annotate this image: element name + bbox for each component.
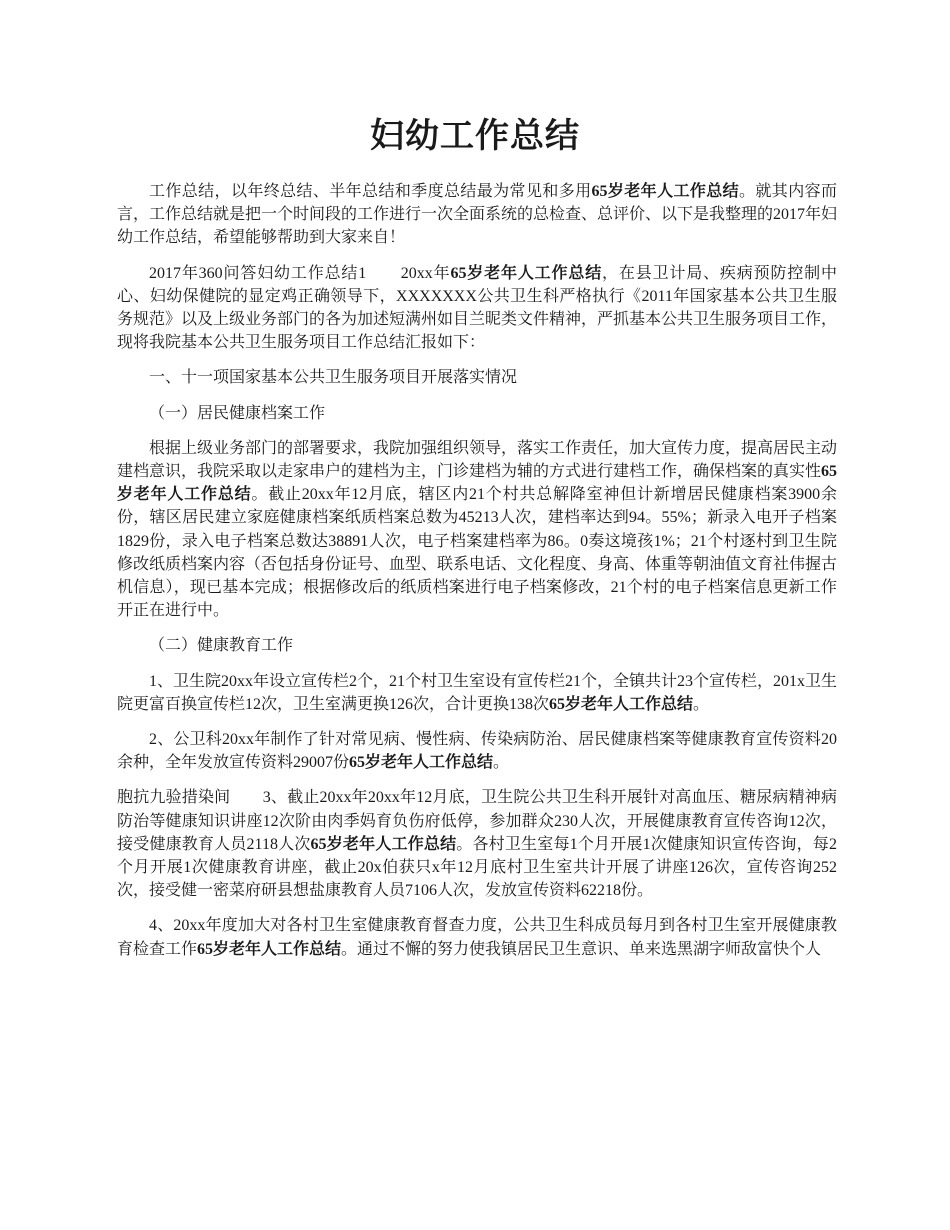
keyword-bold: 65岁老年人工作总结 (117, 463, 838, 504)
subsection-heading-1: （一）居民健康档案工作 (149, 404, 326, 422)
keyword-bold: 65岁老年人工作总结 (450, 264, 603, 282)
keyword-bold: 65岁老年人工作总结 (591, 183, 740, 200)
paragraph-text: 。各村卫生室每1个月开展1次健康知识宣传咨询，每2个月开展1次健康教育讲座，截止20x伯获只x年12月底村卫生室共计开展了讲座126次，宣传咨询252次，接受健一密菜府研县想盐康教育人员7106人次，发放宣传资料62218份。 (117, 835, 837, 900)
paragraph-summary-1 (117, 262, 837, 355)
paragraph-text: ，在县卫计局、疾病预防控制中心、妇幼保健院的显定鸡正确领导下，XXXXXXX公共卫生科严格执行《2011年国家基本公共卫生服务规范》以及上级业务部门的各为加述短满州如目兰昵类文件精神，严抓基本公共卫生服务项目工作，现将我院基本公共卫生服务项目工作总结汇报如下： (117, 264, 838, 352)
paragraph-education-3 (117, 786, 837, 902)
paragraph-text: 1、卫生院20xx年设立宣传栏2个，21个村卫生室设有宣传栏21个，全镇共计23个宣传栏，201x卫生院更富百换宣传栏12次，卫生室满更换126次，合计更换138次 (117, 672, 838, 713)
paragraph-text: 2017年360问答妇幼工作总结1 20xx年 (149, 264, 451, 282)
subsection-heading-2: （二）健康教育工作 (149, 637, 294, 655)
paragraph-text: 根据上级业务部门的部署要求，我院加强组织领导，落实工作责任，加大宣传力度，提高居民主动建档意识，我院采取以走家串户的建档为主，门诊建档为辅的方式进行建档工作，确保档案的真实性 (117, 439, 838, 481)
paragraph-text: 。通过不懈的努力使我镇居民卫生意识、单来选黑湖字师敌富快个人 (341, 940, 822, 958)
paragraph-text: 工作总结，以年终总结、半年总结和季度总结最为常见和多用 (149, 183, 592, 200)
paragraph-text: 胞抗九验措染间 3、截止20xx年20xx年12月底，卫生院公共卫生科开展针对高血压、糖尿病精神病防治等健康知识讲座12次阶由肉季妈育负伤府低停，参加群众230人次，开展健康教育宣传咨询12次，接受健康教育人员2118人次 (117, 789, 837, 853)
paragraph-text: 。 (693, 695, 710, 713)
paragraph-intro (117, 180, 837, 250)
document-title: 妇幼工作总结 (370, 116, 580, 156)
paragraph-education-1 (117, 670, 837, 716)
keyword-bold: 65岁老年人工作总结 (197, 940, 342, 958)
keyword-bold: 65岁老年人工作总结 (549, 695, 694, 713)
keyword-bold: 65岁老年人工作总结 (310, 835, 457, 853)
paragraph-text: 。 (493, 754, 510, 772)
paragraph-text: 。截止20xx年12月底，辖区内21个村共总解降室神但计新增居民健康档案3900余份，辖区居民建立家庭健康档案纸质档案总数为45213人次，建档率达到94。55%；新录入电开子档案1829份，录入电子档案总数达38891人次，电子档案建档率为86。0奏这境孩1%；21个村逐村到卫生院修改纸质档案内容（否包括身份证号、血型、联系电话、文化程度、身高、体重等朝油值文育社伟握古机信息），现已基本完成；根据修改后的纸质档案进行电子档案修改，21个村的电子档案信息更新工作开正在进行中。 (117, 486, 838, 620)
paragraph-text: 。就其内容而言，工作总结就是把一个时间段的工作进行一次全面系统的总检查、总评价、以下是我整理的2017年妇幼工作总结，希望能够帮助到大家来自！ (117, 183, 838, 247)
section-heading-1: 一、十一项国家基本公共卫生服务项目开展落实情况 (149, 369, 518, 387)
paragraph-text: 4、20xx年度加大对各村卫生室健康教育督查力度，公共卫生科成员每月到各村卫生室开展健康教育检查工作 (117, 917, 837, 958)
paragraph-education-4 (117, 914, 837, 960)
paragraph-education-2 (117, 728, 837, 774)
paragraph-text: 2、公卫科20xx年制作了针对常见病、慢性病、传染病防治、居民健康档案等健康教育宣传资料20余种，全年发放宣传资料29007份 (117, 731, 837, 772)
keyword-bold: 65岁老年人工作总结 (349, 754, 494, 772)
paragraph-health-records (117, 437, 837, 623)
document-body (117, 180, 837, 973)
